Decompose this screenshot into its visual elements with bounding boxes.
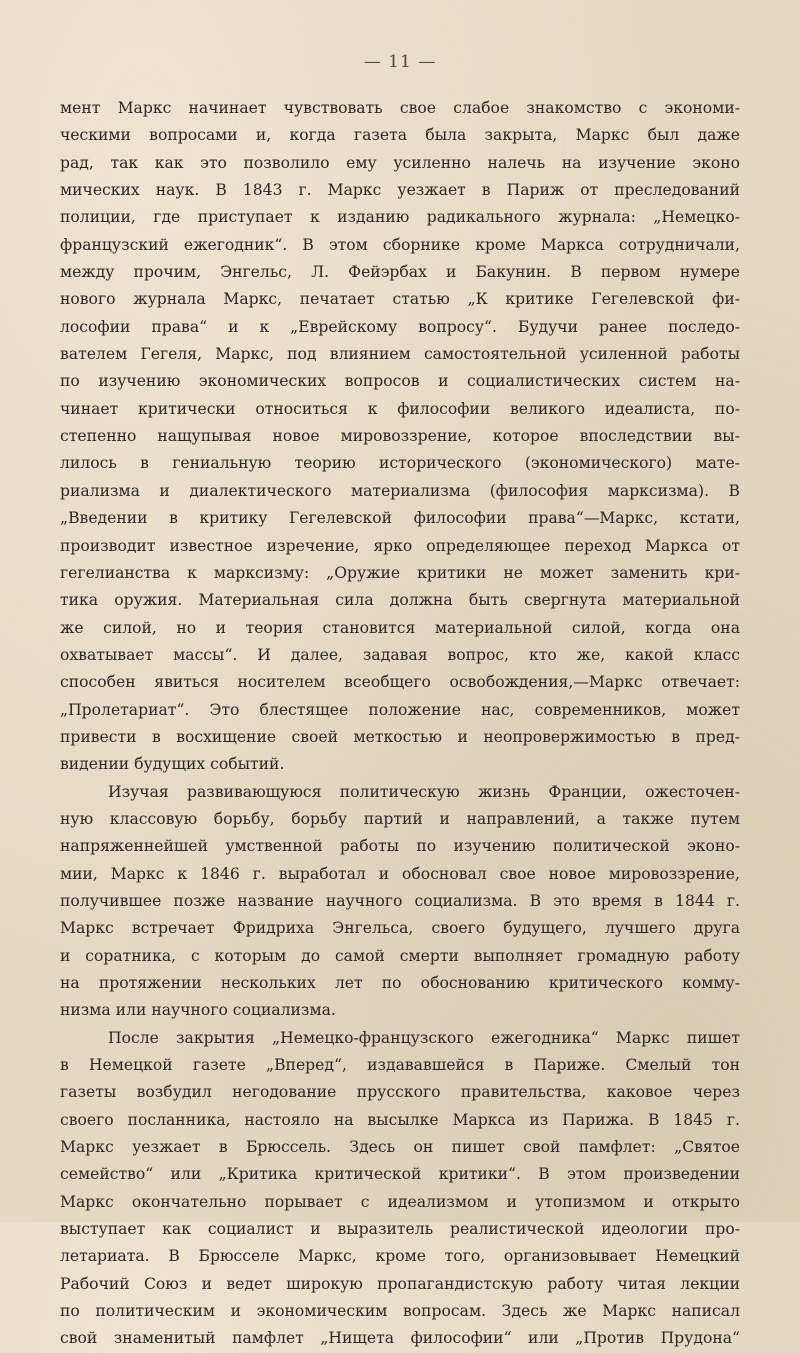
text-line: Изучая развивающуюся политическую жизнь Франции, ожесточен-: [108, 782, 740, 801]
text-line: рад, так как это позволило ему усиленно налечь на изучение эконо: [60, 153, 740, 172]
text-line: лилось в гениальную теорию исторического (экономического) мате-: [60, 454, 740, 473]
text-line: охватывает массы“. И далее, задавая вопрос, кто же, какой класс: [60, 645, 740, 664]
text-line: напряженнейшей умственной работы по изучению политической эконо-: [60, 837, 740, 856]
paragraph: [60, 779, 740, 1025]
text-line: летариата. В Брюсселе Маркс, кроме того, организовывает Немецкий: [60, 1247, 740, 1266]
text-line: лософии права“ и к „Еврейскому вопросу“. Будучи ранее последо-: [60, 317, 740, 336]
text-line: степенно нащупывая новое мировоззрение, которое впоследствии вы-: [60, 427, 740, 446]
text-line: чинает критически относиться к философии великого идеалиста, по-: [60, 399, 740, 418]
text-line: нового журнала Маркс, печатает статью „К критике Гегелевской фи-: [60, 290, 740, 309]
text-line: семейство“ или „Критика критической критики“. В этом произведении: [60, 1165, 740, 1184]
text-line: полиции, где приступает к изданию радикального журнала: „Немецко-: [60, 208, 740, 227]
text-line: же силой, но и теория становится материальной силой, когда она: [60, 618, 740, 637]
text-line: риализма и диалектического материализма (философия марксизма). В: [60, 481, 740, 500]
text-line: газеты возбудил негодование прусского правительства, каковое через: [60, 1083, 740, 1102]
text-line: производит известное изречение, ярко определяющее переход Маркса от: [60, 536, 740, 555]
text-line: французский ежегодник“. В этом сборнике кроме Маркса сотрудничали,: [60, 235, 740, 254]
text-line: мент Маркс начинает чувствовать свое слабое знакомство с экономи-: [60, 99, 740, 117]
body-text: [60, 95, 740, 1353]
text-line: тика оружия. Материальная сила должна быть свергнута материальной: [60, 591, 740, 610]
text-line: выступает как социалист и выразитель реалистической идеологии про-: [60, 1220, 740, 1239]
text-line: вателем Гегеля, Маркс, под влиянием самостоятельной усиленной работы: [60, 345, 740, 364]
text-line: Рабочий Союз и ведет широкую пропагандистскую работу читая лекции: [60, 1274, 740, 1293]
text-line: низма или научного социализма.: [60, 1001, 336, 1020]
text-line: Маркс встречает Фридриха Энгельса, своего будущего, лучшего друга: [60, 919, 740, 938]
text-line: ческими вопросами и, когда газета была закрыта, Маркс был даже: [60, 126, 740, 145]
text-line: и соратника, с которым до самой смерти выполняет громадную работу: [60, 946, 740, 965]
text-line: Маркс окончательно порывает с идеализмом и утопизмом и открыто: [60, 1192, 740, 1211]
text-line: ную классовую борьбу, борьбу партий и направлений, а также путем: [60, 809, 740, 828]
text-line: видении будущих событий.: [60, 755, 285, 774]
page-number: — 11 —: [363, 52, 437, 72]
text-line: способен явиться носителем всеобщего освобождения,—Маркс отвечает:: [60, 673, 740, 692]
text-line: мических наук. В 1843 г. Маркс уезжает в Париж от преследований: [60, 181, 740, 200]
text-line: по изучению экономических вопросов и социалистических систем на-: [60, 372, 740, 391]
text-line: по политическим и экономическим вопросам. Здесь же Маркс написал: [60, 1302, 740, 1321]
paragraph: [60, 1025, 740, 1353]
text-line: своего посланника, настояло на высылке Маркса из Парижа. В 1845 г.: [60, 1110, 740, 1129]
text-line: получившее позже название научного социализма. В это время в 1844 г.: [60, 891, 740, 910]
text-line: мии, Маркс к 1846 г. выработал и обосновал свое новое мировоззрение,: [60, 864, 740, 883]
text-line: „Пролетариат“. Это блестящее положение нас, современников, может: [60, 700, 740, 719]
text-line: свой знаменитый памфлет „Нищета философии“ или „Против Прудона“: [60, 1329, 740, 1348]
paragraph: [60, 95, 740, 779]
text-line: между прочим, Энгельс, Л. Фейэрбах и Бакунин. В первом нумере: [60, 263, 740, 282]
text-line: на протяжении нескольких лет по обоснованию критического комму-: [60, 974, 740, 992]
text-line: „Введении в критику Гегелевской философии права“—Маркс, кстати,: [60, 509, 740, 528]
text-line: в Немецкой газете „Вперед“, издававшейся в Париже. Смелый тон: [60, 1056, 740, 1075]
text-line: Маркс уезжает в Брюссель. Здесь он пишет свой памфлет: „Святое: [60, 1138, 740, 1157]
text-line: гегелианства к марксизму: „Оружие критики не может заменить кри-: [60, 563, 740, 582]
text-line: привести в восхищение своей меткостью и неопровержимостью в пред-: [60, 727, 740, 746]
text-line: После закрытия „Немецко-французского ежегодника“ Маркс пишет: [108, 1028, 740, 1047]
